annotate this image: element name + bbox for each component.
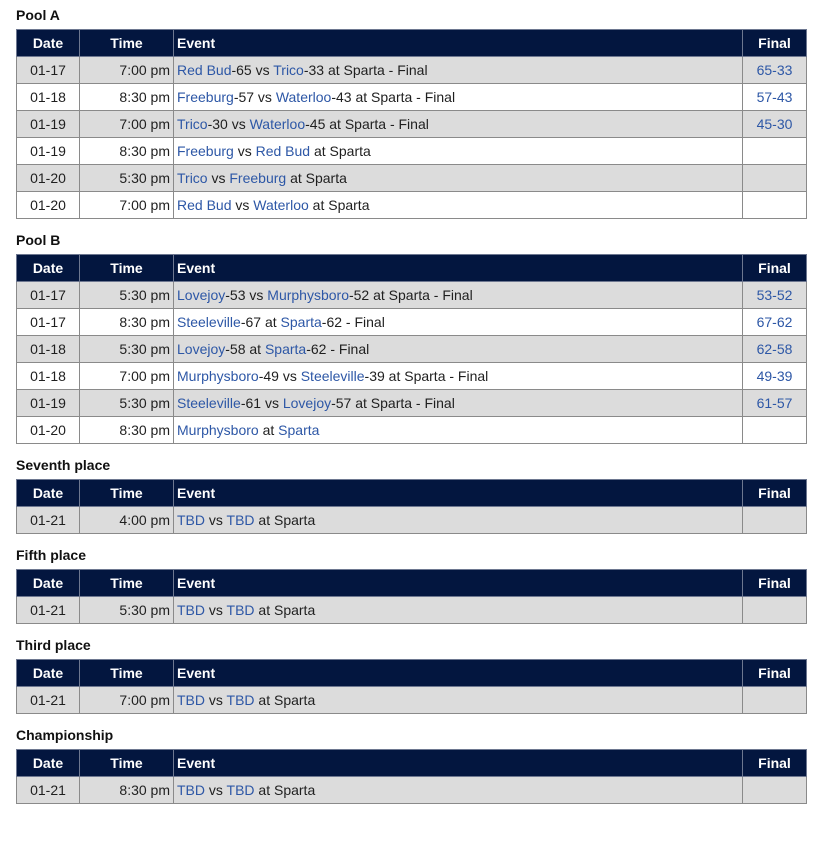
column-header-time: Time xyxy=(80,750,174,777)
event-text: at Sparta xyxy=(254,692,316,708)
date-cell: 01-18 xyxy=(17,363,80,390)
event-cell xyxy=(174,282,743,309)
column-header-final: Final xyxy=(743,255,807,282)
final-score-link[interactable]: 65-33 xyxy=(756,62,793,78)
column-header-date: Date xyxy=(17,750,80,777)
date-cell: 01-17 xyxy=(17,282,80,309)
column-header-date: Date xyxy=(17,30,80,57)
table-header-row xyxy=(17,660,807,687)
team-link[interactable]: TBD xyxy=(226,602,255,618)
table-header-row xyxy=(17,750,807,777)
schedule-table-seventh-place xyxy=(16,479,807,534)
time-cell: 7:00 pm xyxy=(80,111,174,138)
team-link[interactable]: Murphysboro xyxy=(267,287,349,303)
team-link[interactable]: Waterloo xyxy=(253,197,309,213)
event-text: vs xyxy=(231,197,254,213)
date-cell: 01-21 xyxy=(17,507,80,534)
date-cell: 01-18 xyxy=(17,84,80,111)
final-cell xyxy=(743,336,807,363)
table-row xyxy=(17,417,807,444)
event-cell xyxy=(174,597,743,624)
final-cell xyxy=(743,687,807,714)
event-text: -57 vs xyxy=(233,89,276,105)
column-header-time: Time xyxy=(80,255,174,282)
event-text: -62 - Final xyxy=(306,341,370,357)
section-title-championship: Championship xyxy=(16,727,114,743)
team-link[interactable]: Lovejoy xyxy=(177,341,226,357)
event-text: at Sparta xyxy=(254,782,316,798)
time-cell: 8:30 pm xyxy=(80,138,174,165)
final-score-link[interactable]: 62-58 xyxy=(756,341,793,357)
event-cell xyxy=(174,363,743,390)
event-text: -30 vs xyxy=(207,116,250,132)
team-link[interactable]: Trico xyxy=(177,116,208,132)
table-row xyxy=(17,111,807,138)
table-row xyxy=(17,165,807,192)
table-row xyxy=(17,507,807,534)
column-header-date: Date xyxy=(17,255,80,282)
event-text: at Sparta xyxy=(254,602,316,618)
final-cell xyxy=(743,777,807,804)
team-link[interactable]: Waterloo xyxy=(275,89,332,105)
time-cell: 8:30 pm xyxy=(80,417,174,444)
date-cell: 01-17 xyxy=(17,309,80,336)
date-cell: 01-21 xyxy=(17,777,80,804)
event-text: -65 vs xyxy=(231,62,274,78)
schedule-table-fifth-place xyxy=(16,569,807,624)
event-cell xyxy=(174,336,743,363)
column-header-date: Date xyxy=(17,660,80,687)
team-link[interactable]: Steeleville xyxy=(177,395,241,411)
table-row xyxy=(17,138,807,165)
schedule-container xyxy=(16,0,806,804)
final-score-link[interactable]: 53-52 xyxy=(756,287,793,303)
final-score-link[interactable]: 61-57 xyxy=(756,395,793,411)
schedule-table-pool-b xyxy=(16,254,807,444)
event-text: at Sparta xyxy=(286,170,347,186)
event-text: -62 - Final xyxy=(321,314,385,330)
time-cell: 7:00 pm xyxy=(80,192,174,219)
team-link[interactable]: Red Bud xyxy=(177,62,232,78)
event-text: at xyxy=(258,422,279,438)
event-text: vs xyxy=(205,692,227,708)
final-cell xyxy=(743,84,807,111)
schedule-table-third-place xyxy=(16,659,807,714)
team-link[interactable]: Steeleville xyxy=(300,368,365,384)
column-header-event: Event xyxy=(174,570,743,597)
final-cell xyxy=(743,507,807,534)
event-text: at Sparta xyxy=(308,197,370,213)
event-text: -67 at xyxy=(240,314,281,330)
table-row xyxy=(17,777,807,804)
final-score-link[interactable]: 45-30 xyxy=(756,116,793,132)
time-cell: 5:30 pm xyxy=(80,282,174,309)
time-cell: 4:00 pm xyxy=(80,507,174,534)
event-cell xyxy=(174,57,743,84)
event-text: -61 vs xyxy=(240,395,283,411)
time-cell: 5:30 pm xyxy=(80,165,174,192)
event-text: -43 at Sparta - Final xyxy=(331,89,456,105)
event-cell xyxy=(174,165,743,192)
final-score-link[interactable]: 67-62 xyxy=(756,314,793,330)
section-title-fifth-place: Fifth place xyxy=(16,547,87,563)
event-text: vs xyxy=(207,170,230,186)
date-cell: 01-21 xyxy=(17,597,80,624)
table-row xyxy=(17,336,807,363)
team-link[interactable]: Trico xyxy=(177,170,208,186)
time-cell: 7:00 pm xyxy=(80,687,174,714)
table-row xyxy=(17,687,807,714)
column-header-event: Event xyxy=(174,480,743,507)
date-cell: 01-21 xyxy=(17,687,80,714)
table-row xyxy=(17,363,807,390)
event-cell xyxy=(174,687,743,714)
final-cell xyxy=(743,138,807,165)
date-cell: 01-18 xyxy=(17,336,80,363)
table-row xyxy=(17,57,807,84)
date-cell: 01-17 xyxy=(17,57,80,84)
table-row xyxy=(17,192,807,219)
final-score-link[interactable]: 57-43 xyxy=(756,89,793,105)
event-cell xyxy=(174,507,743,534)
team-link[interactable]: Sparta xyxy=(278,422,320,438)
team-link[interactable]: Sparta xyxy=(280,314,322,330)
team-link[interactable]: TBD xyxy=(226,512,255,528)
table-row xyxy=(17,390,807,417)
time-cell: 8:30 pm xyxy=(80,777,174,804)
column-header-time: Time xyxy=(80,480,174,507)
table-header-row xyxy=(17,30,807,57)
table-row xyxy=(17,282,807,309)
column-header-final: Final xyxy=(743,750,807,777)
column-header-event: Event xyxy=(174,660,743,687)
column-header-final: Final xyxy=(743,660,807,687)
final-cell xyxy=(743,57,807,84)
event-text: vs xyxy=(205,512,227,528)
team-link[interactable]: Freeburg xyxy=(177,143,234,159)
event-cell xyxy=(174,777,743,804)
final-cell xyxy=(743,417,807,444)
event-text: at Sparta xyxy=(310,143,371,159)
final-cell xyxy=(743,363,807,390)
event-cell xyxy=(174,192,743,219)
team-link[interactable]: Freeburg xyxy=(177,89,234,105)
section-title-pool-b: Pool B xyxy=(16,232,61,248)
column-header-time: Time xyxy=(80,660,174,687)
event-text: vs xyxy=(205,782,227,798)
time-cell: 5:30 pm xyxy=(80,597,174,624)
time-cell: 7:00 pm xyxy=(80,57,174,84)
event-text: -53 vs xyxy=(225,287,268,303)
table-header-row xyxy=(17,570,807,597)
event-text: -58 at xyxy=(225,341,265,357)
column-header-final: Final xyxy=(743,30,807,57)
team-link[interactable]: Red Bud xyxy=(177,197,232,213)
event-text: -57 at Sparta - Final xyxy=(331,395,455,411)
final-score-link[interactable]: 49-39 xyxy=(756,368,793,384)
final-cell xyxy=(743,282,807,309)
column-header-event: Event xyxy=(174,30,743,57)
team-link[interactable]: TBD xyxy=(177,602,205,618)
table-header-row xyxy=(17,255,807,282)
section-title-third-place: Third place xyxy=(16,637,91,653)
team-link[interactable]: Steeleville xyxy=(177,314,241,330)
date-cell: 01-20 xyxy=(17,417,80,444)
final-cell xyxy=(743,165,807,192)
schedule-table-championship xyxy=(16,749,807,804)
section-title-pool-a: Pool A xyxy=(16,7,60,23)
event-cell xyxy=(174,390,743,417)
team-link[interactable]: Red Bud xyxy=(255,143,311,159)
date-cell: 01-19 xyxy=(17,390,80,417)
final-cell xyxy=(743,192,807,219)
event-text: -45 at Sparta - Final xyxy=(305,116,429,132)
team-link[interactable]: Lovejoy xyxy=(177,287,226,303)
team-link[interactable]: Waterloo xyxy=(249,116,306,132)
event-text: vs xyxy=(205,602,227,618)
column-header-date: Date xyxy=(17,570,80,597)
team-link[interactable]: TBD xyxy=(177,782,205,798)
date-cell: 01-19 xyxy=(17,111,80,138)
table-row xyxy=(17,309,807,336)
event-text: -39 at Sparta - Final xyxy=(364,368,489,384)
event-text: vs xyxy=(233,143,256,159)
team-link[interactable]: Lovejoy xyxy=(282,395,332,411)
schedule-table-pool-a xyxy=(16,29,807,219)
time-cell: 7:00 pm xyxy=(80,363,174,390)
event-cell xyxy=(174,417,743,444)
date-cell: 01-19 xyxy=(17,138,80,165)
time-cell: 5:30 pm xyxy=(80,336,174,363)
table-header-row xyxy=(17,480,807,507)
time-cell: 8:30 pm xyxy=(80,309,174,336)
table-row xyxy=(17,597,807,624)
column-header-time: Time xyxy=(80,570,174,597)
team-link[interactable]: Freeburg xyxy=(229,170,287,186)
final-cell xyxy=(743,111,807,138)
event-cell xyxy=(174,84,743,111)
column-header-time: Time xyxy=(80,30,174,57)
event-text: -52 at Sparta - Final xyxy=(348,287,473,303)
team-link[interactable]: TBD xyxy=(226,692,255,708)
column-header-final: Final xyxy=(743,480,807,507)
event-cell xyxy=(174,111,743,138)
event-cell xyxy=(174,309,743,336)
team-link[interactable]: Trico xyxy=(273,62,304,78)
column-header-final: Final xyxy=(743,570,807,597)
event-cell xyxy=(174,138,743,165)
event-text: -49 vs xyxy=(258,368,301,384)
final-cell xyxy=(743,309,807,336)
team-link[interactable]: Murphysboro xyxy=(177,422,259,438)
time-cell: 5:30 pm xyxy=(80,390,174,417)
section-title-seventh-place: Seventh place xyxy=(16,457,111,473)
column-header-date: Date xyxy=(17,480,80,507)
table-row xyxy=(17,84,807,111)
time-cell: 8:30 pm xyxy=(80,84,174,111)
date-cell: 01-20 xyxy=(17,165,80,192)
team-link[interactable]: TBD xyxy=(177,512,205,528)
column-header-event: Event xyxy=(174,750,743,777)
date-cell: 01-20 xyxy=(17,192,80,219)
team-link[interactable]: Murphysboro xyxy=(177,368,259,384)
team-link[interactable]: Sparta xyxy=(264,341,307,357)
column-header-event: Event xyxy=(174,255,743,282)
final-cell xyxy=(743,597,807,624)
team-link[interactable]: TBD xyxy=(177,692,205,708)
team-link[interactable]: TBD xyxy=(226,782,255,798)
event-text: -33 at Sparta - Final xyxy=(303,62,428,78)
final-cell xyxy=(743,390,807,417)
event-text: at Sparta xyxy=(254,512,316,528)
